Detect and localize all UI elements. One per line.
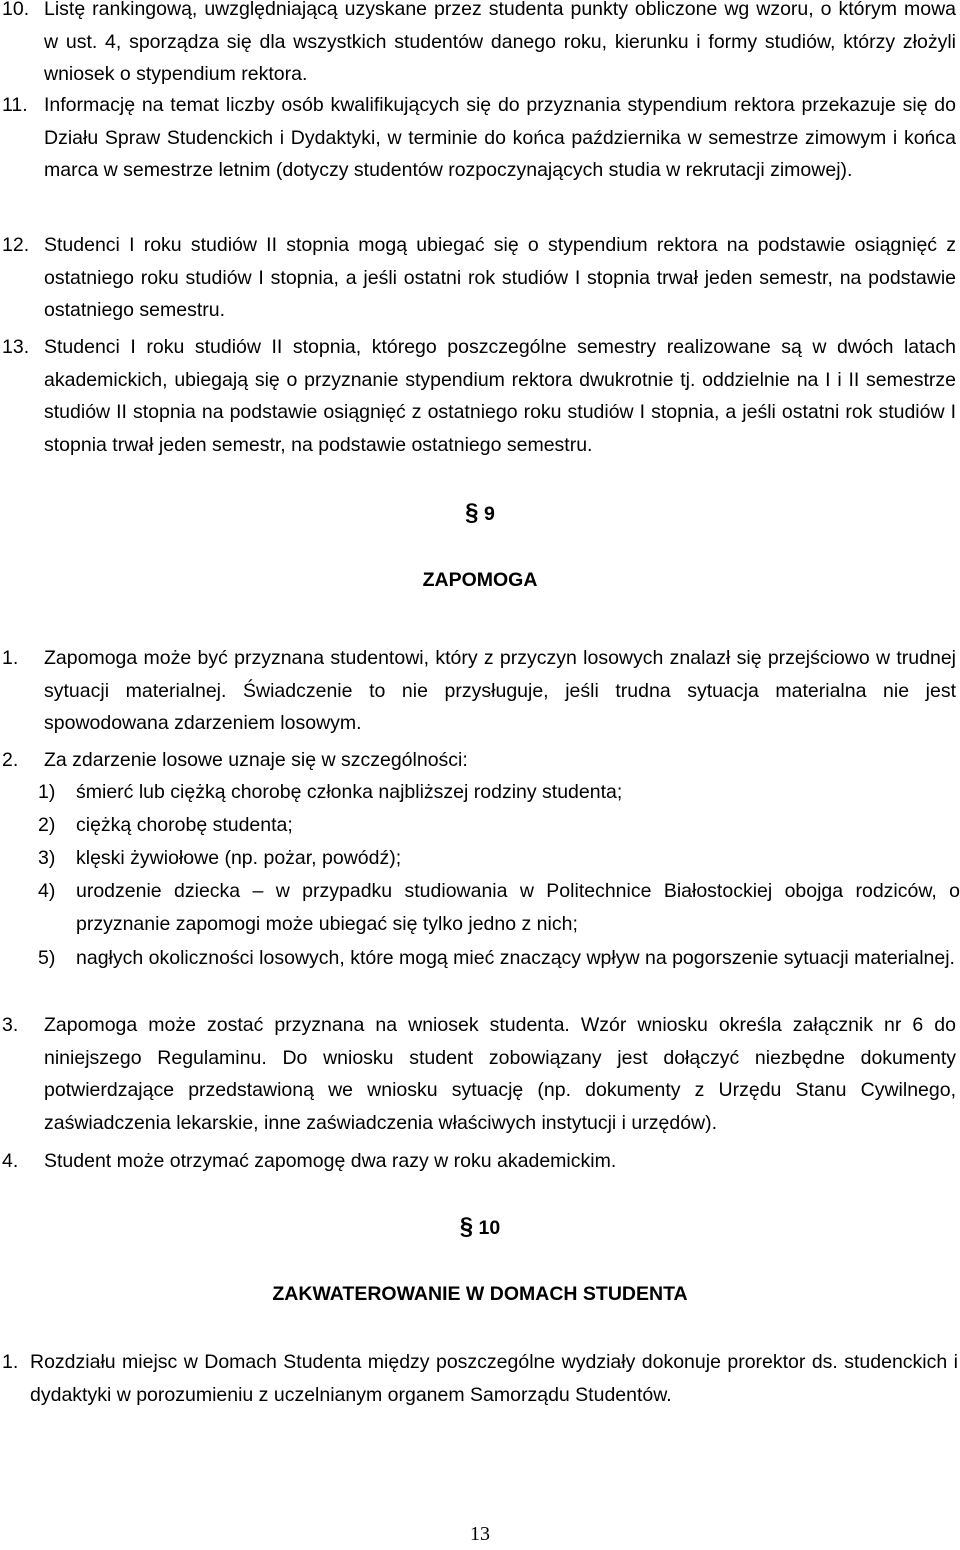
- point-10: [0, 0, 960, 91]
- point-number: 1.: [2, 647, 19, 669]
- point-text: Zapomoga może być przyznana studentowi, który z przyczyn losowych znalazł się przejściowo w trudnej sytuacji materialnej. Świadczenie to nie przysługuje, jeśli trudna sytuacja materialna nie jest spowodowana zdarzeniem losowym.: [44, 647, 956, 734]
- point-11: [0, 89, 960, 187]
- sub-item-text: klęski żywiołowe (np. pożar, powódź);: [76, 847, 402, 869]
- section-number: 9: [483, 503, 495, 525]
- paragraph-sign: §: [465, 499, 479, 526]
- sub-item-3: [38, 842, 960, 875]
- point-text: Zapomoga może zostać przyznana na wniosek studenta. Wzór wniosku określa załącznik nr 6 do niniejszego Regulaminu. Do wniosku student zobowiązany jest dołączyć niezbędne dokumenty potwierdzające przedstawioną we wniosku sytuację (np. dokumenty z Urzędu Stanu Cywilnego, zaświadczenia lekarskie, inne zaświadczenia właściwych instytucji i urzędów).: [44, 1014, 956, 1134]
- point-text: Za zdarzenie losowe uznaje się w szczególności:: [44, 749, 468, 771]
- section-10-heading: [0, 1211, 960, 1245]
- sub-item-2: [38, 809, 960, 842]
- section-9-point-4: [0, 1145, 960, 1178]
- point-number: 13.: [2, 336, 30, 358]
- point-text: Student może otrzymać zapomogę dwa razy w roku akademickim.: [44, 1150, 617, 1172]
- point-number: 2.: [2, 749, 19, 771]
- point-number: 4.: [2, 1150, 19, 1172]
- section-10-title: ZAKWATEROWANIE W DOMACH STUDENTA: [272, 1283, 688, 1305]
- point-number: 1.: [2, 1351, 19, 1373]
- point-number: 11.: [2, 94, 28, 116]
- section-10-point-1: [0, 1346, 960, 1411]
- paragraph-sign: §: [459, 1213, 474, 1240]
- section-9-heading: [0, 497, 960, 531]
- sub-item-text: urodzenie dziecka – w przypadku studiowania w Politechnice Białostockiej obojga rodziców, o przyznanie zapomogi może ubiegać się tylko jedno z nich;: [76, 880, 960, 935]
- sub-item-1: [38, 776, 960, 809]
- sub-item-number: 2): [38, 814, 56, 836]
- point-number: 12.: [2, 234, 30, 256]
- sub-item-text: śmierć lub ciężką chorobę członka najbliższej rodziny studenta;: [76, 781, 623, 803]
- section-9-point-3: [0, 1009, 960, 1139]
- point-text: Listę rankingową, uwzględniającą uzyskane przez studenta punkty obliczone wg wzoru, o którym mowa w ust. 4, sporządza się dla wszystkich studentów danego roku, kierunku i formy studiów, którzy złożyli wniosek o stypendium rektora.: [44, 0, 956, 85]
- section-9-title: ZAPOMOGA: [422, 569, 538, 591]
- sub-item-number: 5): [38, 947, 56, 969]
- section-9-point-2: [0, 744, 960, 777]
- sub-item-number: 1): [38, 781, 56, 803]
- page-number: 13: [470, 1523, 490, 1545]
- point-number: 3.: [2, 1014, 19, 1036]
- point-text: Rozdziału miejsc w Domach Studenta między poszczególne wydziały dokonuje prorektor ds. studenckich i dydaktyki w porozumieniu z uczelnianym organem Samorządu Studentów.: [30, 1351, 958, 1406]
- point-text: Studenci I roku studiów II stopnia, którego poszczególne semestry realizowane są w dwóch latach akademickich, ubiegają się o przyznanie stypendium rektora dwukrotnie tj. oddzielnie na I i II semestrze studiów II stopnia na podstawie osiągnięć z ostatniego roku studiów I stopnia, a jeśli ostatni rok studiów I stopnia trwał jeden semestr, na podstawie ostatniego semestru.: [44, 336, 956, 456]
- sub-item-text: nagłych okoliczności losowych, które mogą mieć znaczący wpływ na pogorszenie sytuacji materialnej.: [76, 947, 955, 969]
- section-number: 10: [478, 1217, 501, 1239]
- section-9-point-1: [0, 642, 960, 740]
- point-13: [0, 331, 960, 461]
- sub-item-number: 3): [38, 847, 56, 869]
- sub-item-text: ciężką chorobę studenta;: [76, 814, 293, 836]
- point-number: 10.: [2, 0, 30, 20]
- point-text: Informację na temat liczby osób kwalifikujących się do przyznania stypendium rektora przekazuje się do Działu Spraw Studenckich i Dydaktyki, w terminie do końca października w semestrze zimowym i końca marca w semestrze letnim (dotyczy studentów rozpoczynających studia w rekrutacji zimowej).: [44, 94, 956, 181]
- sub-item-5: [38, 942, 960, 975]
- point-12: [0, 229, 960, 327]
- sub-item-4: [38, 875, 960, 940]
- point-text: Studenci I roku studiów II stopnia mogą ubiegać się o stypendium rektora na podstawie osiągnięć z ostatniego roku studiów I stopnia, a jeśli ostatni rok studiów I stopnia trwał jeden semestr, na podstawie ostatniego semestru.: [44, 234, 956, 321]
- sub-item-number: 4): [38, 880, 56, 902]
